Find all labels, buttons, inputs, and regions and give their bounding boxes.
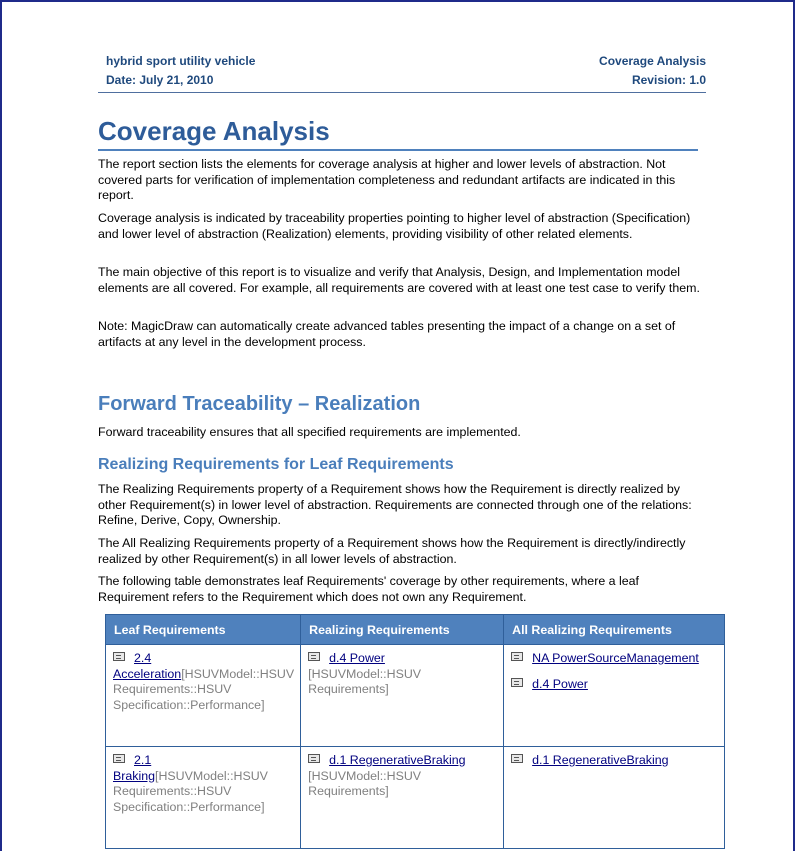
realizing-requirement-path: [HSUVModel::HSUV Requirements] — [308, 666, 422, 696]
requirement-icon — [308, 652, 320, 661]
realizing-requirement-path: [HSUVModel::HSUV Requirements] — [308, 768, 422, 798]
requirement-icon — [511, 678, 523, 687]
leaf-requirement-link[interactable]: 2.4 Acceleration — [113, 651, 182, 681]
subsection-paragraph-3: The following table demonstrates leaf Requirements' coverage by other requirements, where a leaf Requirement refers to the Requirement which does not own any Requirement. — [98, 574, 639, 604]
column-header-realizing: Realizing Requirements — [301, 615, 504, 645]
subsection-heading: Realizing Requirements for Leaf Requirements — [98, 456, 454, 473]
realizing-cell — [301, 747, 504, 849]
table-row — [106, 747, 725, 849]
table-row — [106, 645, 725, 747]
requirement-icon — [511, 652, 523, 661]
subsection-paragraph-2: The All Realizing Requirements property of a Requirement shows how the Requirement is directly/indirectly realized by other Requirement(s) in all lower levels of abstraction. — [98, 536, 686, 566]
realizing-requirement-link[interactable]: d.1 RegenerativeBraking — [329, 753, 466, 767]
page-title: Coverage Analysis — [98, 115, 698, 151]
header-section-name: Coverage Analysis — [599, 54, 706, 68]
list-item — [511, 677, 718, 693]
leaf-requirement-path: [HSUVModel::HSUV Requirements::HSUV Specification::Performance] — [113, 666, 295, 712]
intro-paragraph-3: The main objective of this report is to visualize and verify that Analysis, Design, and Implementation model elements are all covered. For example, all requirements are covered with at least one test case to verify them. — [98, 265, 700, 295]
leaf-requirement-path: [HSUVModel::HSUV Requirements::HSUV Specification::Performance] — [113, 768, 268, 814]
all-realizing-link[interactable]: d.4 Power — [532, 676, 588, 691]
subsection-paragraph-1: The Realizing Requirements property of a Requirement shows how the Requirement is directly realized by other Requirement(s) in lower level of abstraction. Requirements are connected through one of the relations: Refine, Derive, Copy, Ownership. — [98, 482, 692, 527]
requirement-icon — [113, 652, 125, 661]
section-heading: Forward Traceability – Realization — [98, 393, 421, 415]
requirement-icon — [113, 754, 125, 763]
intro-paragraph-1: The report section lists the elements for coverage analysis at higher and lower levels of abstraction. Not covered parts for verification of implementation completeness and redundant artifacts are indicated in this report. — [98, 157, 676, 202]
all-realizing-link[interactable]: NA PowerSourceManagement — [532, 651, 699, 665]
leaf-requirement-link[interactable]: 2.1 Braking — [113, 753, 156, 783]
all-realizing-cell — [504, 645, 725, 747]
leaf-cell — [106, 645, 301, 747]
header-date: Date: July 21, 2010 — [106, 73, 214, 87]
all-realizing-cell — [504, 747, 725, 849]
list-item — [511, 753, 718, 769]
realizing-requirement-link[interactable]: d.4 Power — [329, 651, 385, 665]
leaf-cell — [106, 747, 301, 849]
requirement-icon — [511, 754, 523, 763]
header-project-name: hybrid sport utility vehicle — [106, 54, 256, 68]
header-revision: Revision: 1.0 — [631, 73, 706, 87]
page-header — [106, 52, 706, 90]
realizing-cell — [301, 645, 504, 747]
coverage-table — [105, 614, 725, 849]
intro-paragraph-2: Coverage analysis is indicated by traceability properties pointing to higher level of abstraction (Specification) and lower level of abstraction (Realization) elements, providing visibility of other related elements. — [98, 211, 691, 241]
table-header-row — [106, 615, 725, 645]
all-realizing-link[interactable]: d.1 RegenerativeBraking — [532, 753, 669, 767]
list-item — [511, 651, 718, 667]
column-header-leaf: Leaf Requirements — [106, 615, 301, 645]
header-divider — [98, 92, 706, 93]
requirement-icon — [308, 754, 320, 763]
intro-paragraph-4: Note: MagicDraw can automatically create advanced tables presenting the impact of a change on a set of artifacts at any level in the development process. — [98, 319, 676, 349]
section-paragraph: Forward traceability ensures that all specified requirements are implemented. — [98, 425, 521, 439]
column-header-all-realizing: All Realizing Requirements — [504, 615, 725, 645]
